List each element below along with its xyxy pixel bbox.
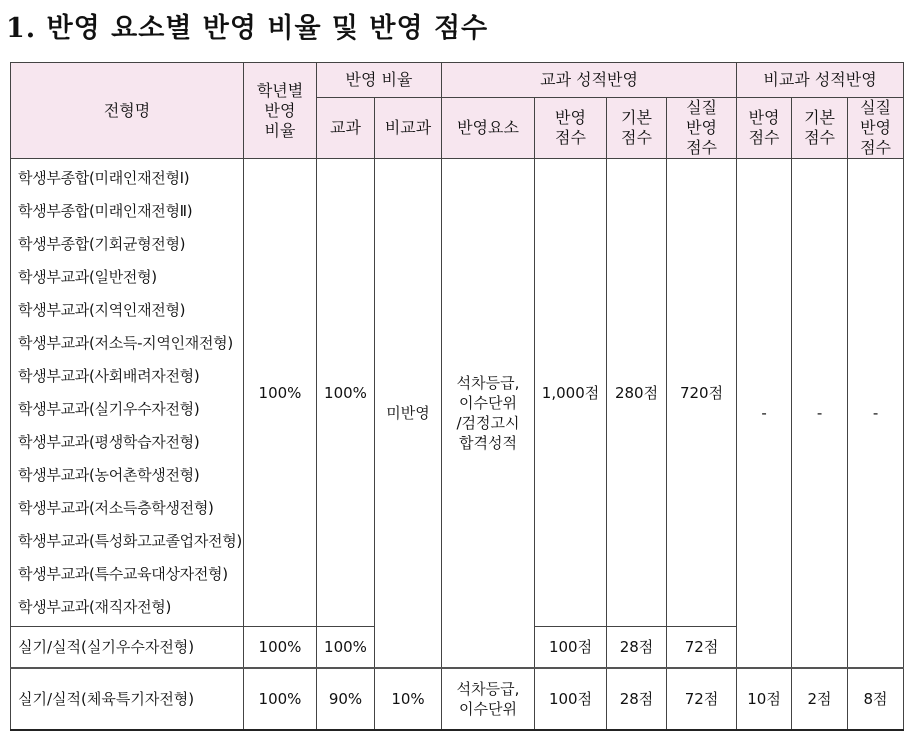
header-reflect-ratio: 반영 비율 (317, 63, 442, 98)
header-actual-score: 실질 반영 점수 (667, 98, 737, 159)
header-nonsubject-ratio: 비교과 (375, 98, 442, 159)
score-table (10, 62, 904, 731)
header-nc-actual-score: 실질 반영 점수 (848, 98, 904, 159)
header-base-score: 기본 점수 (607, 98, 667, 159)
group1-nonsubject-ratio: 미반영 (375, 159, 442, 669)
row2-base-score: 28점 (607, 627, 667, 669)
list-item: 학생부교과(평생학습자전형) (18, 433, 200, 451)
group1-grade-ratio: 100% (244, 159, 317, 627)
row2-subject-ratio: 100% (317, 627, 375, 669)
row3-reflect-score: 100점 (535, 668, 607, 730)
list-item: 학생부교과(저소득-지역인재전형) (18, 334, 233, 352)
row2-grade-ratio: 100% (244, 627, 317, 669)
list-item: 학생부종합(기회균형전형) (18, 235, 186, 253)
group1-reflect-score: 1,000점 (535, 159, 607, 627)
row3-element: 석차등급, 이수단위 (442, 668, 535, 730)
header-grade-ratio: 학년별 반영 비율 (244, 63, 317, 159)
list-item: 학생부교과(일반전형) (18, 268, 157, 286)
header-nc-reflect-score: 반영 점수 (737, 98, 792, 159)
header-reflect-element: 반영요소 (442, 98, 535, 159)
header-name: 전형명 (11, 63, 244, 159)
header-nc-base-score: 기본 점수 (792, 98, 848, 159)
group1-nc-reflect: - (737, 159, 792, 669)
list-item: 학생부교과(재직자전형) (18, 598, 172, 616)
row3-base-score: 28점 (607, 668, 667, 730)
list-item: 학생부교과(사회배려자전형) (18, 367, 200, 385)
list-item: 학생부교과(저소득층학생전형) (18, 499, 214, 517)
header-reflect-score: 반영 점수 (535, 98, 607, 159)
group1-base-score: 280점 (607, 159, 667, 627)
row2-reflect-score: 100점 (535, 627, 607, 669)
list-item: 학생부종합(미래인재전형Ⅰ) (18, 169, 190, 187)
row3-grade-ratio: 100% (244, 668, 317, 730)
list-item: 학생부교과(지역인재전형) (18, 301, 186, 319)
row3-subject-ratio: 90% (317, 668, 375, 730)
list-item: 학생부종합(미래인재전형Ⅱ) (18, 202, 193, 220)
row3-actual-score: 72점 (667, 668, 737, 730)
list-item: 학생부교과(농어촌학생전형) (18, 466, 200, 484)
group1-subject-ratio: 100% (317, 159, 375, 627)
header-nonsubject-group: 비교과 성적반영 (737, 63, 904, 98)
group1-names (11, 159, 244, 627)
list-item: 학생부교과(특성화고교졸업자전형) (18, 532, 242, 550)
row3-name: 실기/실적(체육특기자전형) (11, 668, 244, 730)
group1-element: 석차등급, 이수단위 /검정고시 합격성적 (442, 159, 535, 669)
group1-nc-actual: - (848, 159, 904, 669)
row3-nc-base: 2점 (792, 668, 848, 730)
row2-actual-score: 72점 (667, 627, 737, 669)
row3-nonsubject-ratio: 10% (375, 668, 442, 730)
header-subject-group: 교과 성적반영 (442, 63, 737, 98)
list-item: 학생부교과(실기우수자전형) (18, 400, 200, 418)
group1-nc-base: - (792, 159, 848, 669)
row2-name: 실기/실적(실기우수자전형) (11, 627, 244, 669)
group1-actual-score: 720점 (667, 159, 737, 627)
header-subject-ratio: 교과 (317, 98, 375, 159)
list-item: 학생부교과(특수교육대상자전형) (18, 565, 228, 583)
row3-nc-actual: 8점 (848, 668, 904, 730)
page-title: 1. 반영 요소별 반영 비율 및 반영 점수 (6, 13, 489, 44)
row3-nc-reflect: 10점 (737, 668, 792, 730)
